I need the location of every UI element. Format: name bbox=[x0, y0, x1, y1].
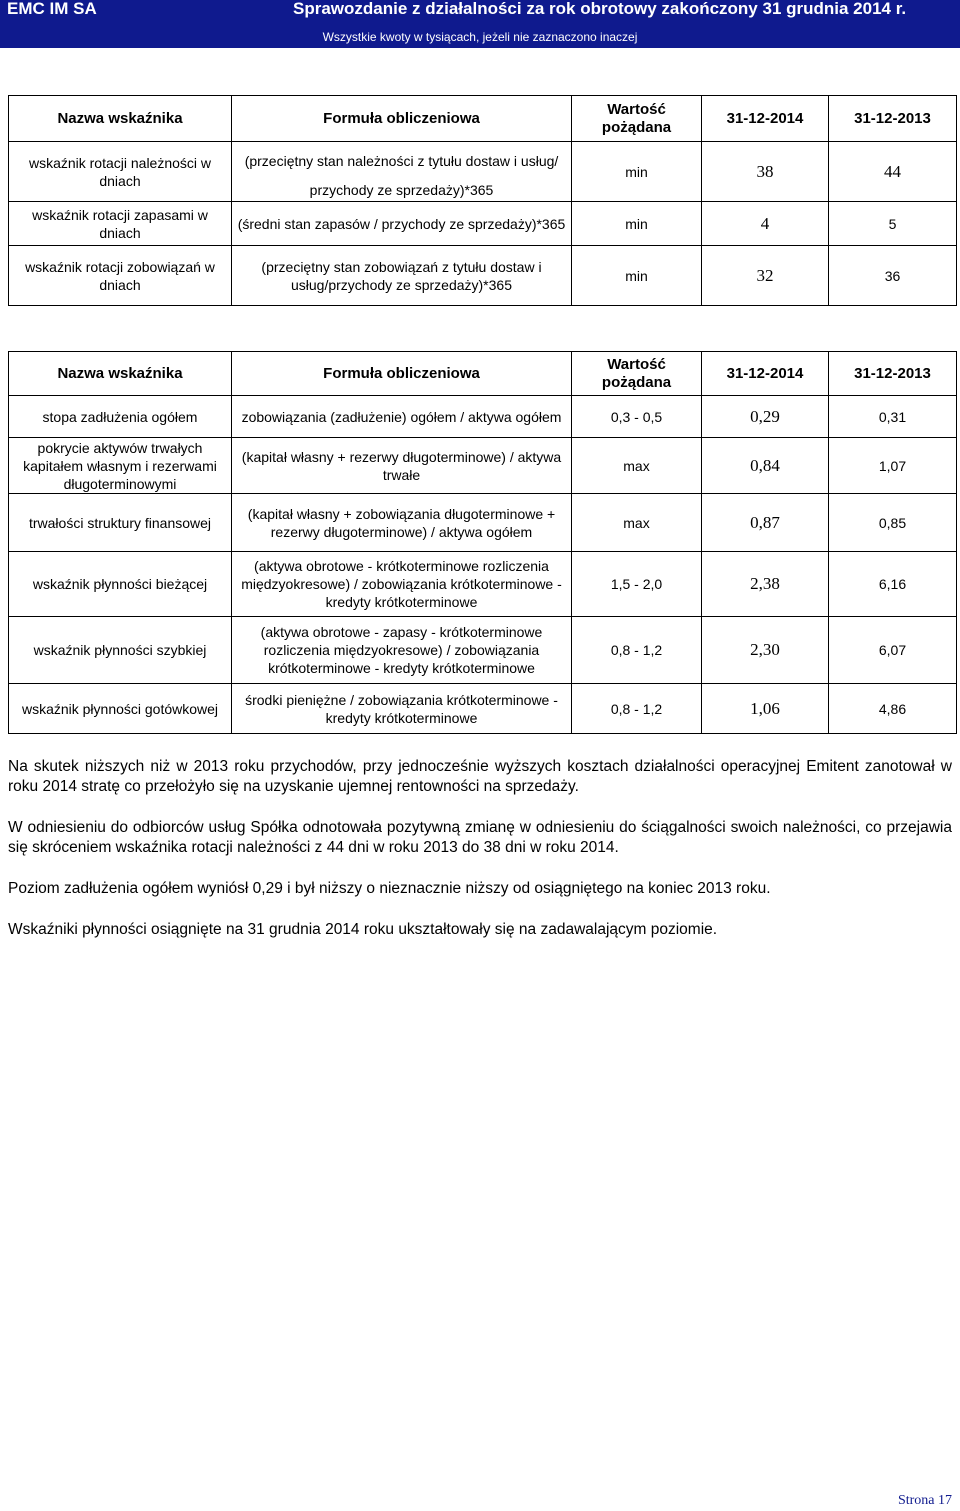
table-row bbox=[9, 684, 957, 734]
table-row bbox=[9, 552, 957, 617]
value-2013: 0,85 bbox=[829, 494, 957, 552]
page-number: Strona 17 bbox=[897, 1493, 952, 1508]
indicator-name: wskaźnik rotacji zapasami w dniach bbox=[9, 202, 232, 246]
desired-value: 0,8 - 1,2 bbox=[572, 684, 702, 734]
value-2014: 38 bbox=[702, 142, 829, 202]
desired-value: min bbox=[572, 246, 702, 306]
indicator-name: trwałości struktury finansowej bbox=[9, 494, 232, 552]
header-formula: Formuła obliczeniowa bbox=[232, 352, 572, 396]
value-2013: 1,07 bbox=[829, 438, 957, 494]
paragraph-profitability: Na skutek niższych niż w 2013 roku przychodów, przy jednocześnie wyższych kosztach działalności operacyjnej Emitent zanotował w roku 2014 stratę co przełożyło się na uzyskanie ujemnej rentowności na sprzedaży. bbox=[8, 758, 952, 795]
header-2014: 31-12-2014 bbox=[702, 352, 829, 396]
header-2013: 31-12-2013 bbox=[829, 96, 957, 142]
indicator-formula: (średni stan zapasów / przychody ze sprzedaży)*365 bbox=[232, 202, 572, 246]
indicator-formula: (przeciętny stan zobowiązań z tytułu dostaw i usług/przychody ze sprzedaży)*365 bbox=[232, 246, 572, 306]
table-row bbox=[9, 494, 957, 552]
header-bar bbox=[0, 0, 960, 48]
debt-liquidity-ratios-table bbox=[8, 351, 957, 734]
indicator-name: wskaźnik rotacji zobowiązań w dniach bbox=[9, 246, 232, 306]
header-desired: Wartość pożądana bbox=[572, 96, 702, 142]
company-name: EMC IM SA bbox=[7, 0, 97, 18]
indicator-formula: (kapitał własny + rezerwy długoterminowe) / aktywa trwałe bbox=[232, 438, 572, 494]
desired-value: 0,3 - 0,5 bbox=[572, 396, 702, 438]
indicator-formula-continuation: przychody ze sprzedaży)*365 bbox=[232, 180, 572, 202]
indicator-formula: środki pieniężne / zobowiązania krótkoterminowe - kredyty krótkoterminowe bbox=[232, 684, 572, 734]
indicator-formula: (aktywa obrotowe - zapasy - krótkoterminowe rozliczenia międzyokresowe) / zobowiązania krótkoterminowe - kredyty krótkoterminowe bbox=[232, 617, 572, 684]
table-header-row bbox=[9, 96, 957, 142]
value-2013: 5 bbox=[829, 202, 957, 246]
value-2013: 6,07 bbox=[829, 617, 957, 684]
report-title: Sprawozdanie z działalności za rok obrotowy zakończony 31 grudnia 2014 r. bbox=[293, 0, 907, 18]
desired-value: max bbox=[572, 438, 702, 494]
indicator-name: wskaźnik płynności szybkiej bbox=[9, 617, 232, 684]
value-2014: 0,29 bbox=[702, 396, 829, 438]
value-2014: 2,38 bbox=[702, 552, 829, 617]
header-desired: Wartość pożądana bbox=[572, 352, 702, 396]
desired-value: min bbox=[572, 202, 702, 246]
paragraph-receivables: W odniesieniu do odbiorców usług Spółka odnotowała pozytywną zmianę w odniesieniu do ściągalności swoich należności, co przejawia się skróceniem wskaźnika rotacji należności z 44 dni w roku 2013 do 38 dni w roku 2014. bbox=[8, 819, 952, 856]
desired-value: 1,5 - 2,0 bbox=[572, 552, 702, 617]
desired-value: max bbox=[572, 494, 702, 552]
indicator-name: wskaźnik płynności gotówkowej bbox=[9, 684, 232, 734]
indicator-name: wskaźnik płynności bieżącej bbox=[9, 552, 232, 617]
value-2013: 4,86 bbox=[829, 684, 957, 734]
table-header-row bbox=[9, 352, 957, 396]
turnover-ratios-table bbox=[8, 95, 957, 306]
table-row bbox=[9, 617, 957, 684]
report-subtitle: Wszystkie kwoty w tysiącach, jeżeli nie zaznaczono inaczej bbox=[322, 30, 638, 44]
table-row bbox=[9, 438, 957, 494]
paragraph-liquidity: Wskaźniki płynności osiągnięte na 31 grudnia 2014 roku ukształtowały się na zadawalającym poziomie. bbox=[8, 921, 718, 938]
indicator-formula: (przeciętny stan należności z tytułu dostaw i usług/ bbox=[232, 142, 572, 180]
header-name: Nazwa wskaźnika bbox=[9, 352, 232, 396]
header-formula: Formuła obliczeniowa bbox=[232, 96, 572, 142]
indicator-formula: zobowiązania (zadłużenie) ogółem / aktywa ogółem bbox=[232, 396, 572, 438]
table-row bbox=[9, 246, 957, 306]
indicator-formula: (aktywa obrotowe - krótkoterminowe rozliczenia międzyokresowe) / zobowiązania krótkoterminowe - kredyty krótkoterminowe bbox=[232, 552, 572, 617]
value-2014: 32 bbox=[702, 246, 829, 306]
header-2014: 31-12-2014 bbox=[702, 96, 829, 142]
value-2014: 2,30 bbox=[702, 617, 829, 684]
table-row bbox=[9, 202, 957, 246]
value-2014: 1,06 bbox=[702, 684, 829, 734]
value-2014: 0,84 bbox=[702, 438, 829, 494]
header-name: Nazwa wskaźnika bbox=[9, 96, 232, 142]
value-2014: 0,87 bbox=[702, 494, 829, 552]
indicator-name: wskaźnik rotacji należności w dniach bbox=[9, 142, 232, 202]
indicator-name: stopa zadłużenia ogółem bbox=[9, 396, 232, 438]
table-row bbox=[9, 142, 957, 180]
header-2013: 31-12-2013 bbox=[829, 352, 957, 396]
value-2013: 44 bbox=[829, 142, 957, 202]
value-2013: 6,16 bbox=[829, 552, 957, 617]
desired-value: min bbox=[572, 142, 702, 202]
value-2013: 0,31 bbox=[829, 396, 957, 438]
value-2013: 36 bbox=[829, 246, 957, 306]
value-2014: 4 bbox=[702, 202, 829, 246]
paragraph-debt: Poziom zadłużenia ogółem wyniósł 0,29 i był niższy o nieznacznie niższy od osiągniętego na koniec 2013 roku. bbox=[8, 880, 771, 897]
indicator-formula: (kapitał własny + zobowiązania długoterminowe + rezerwy długoterminowe) / aktywa ogółem bbox=[232, 494, 572, 552]
indicator-name: pokrycie aktywów trwałych kapitałem własnym i rezerwami długoterminowymi bbox=[9, 438, 232, 494]
table-row bbox=[9, 396, 957, 438]
desired-value: 0,8 - 1,2 bbox=[572, 617, 702, 684]
